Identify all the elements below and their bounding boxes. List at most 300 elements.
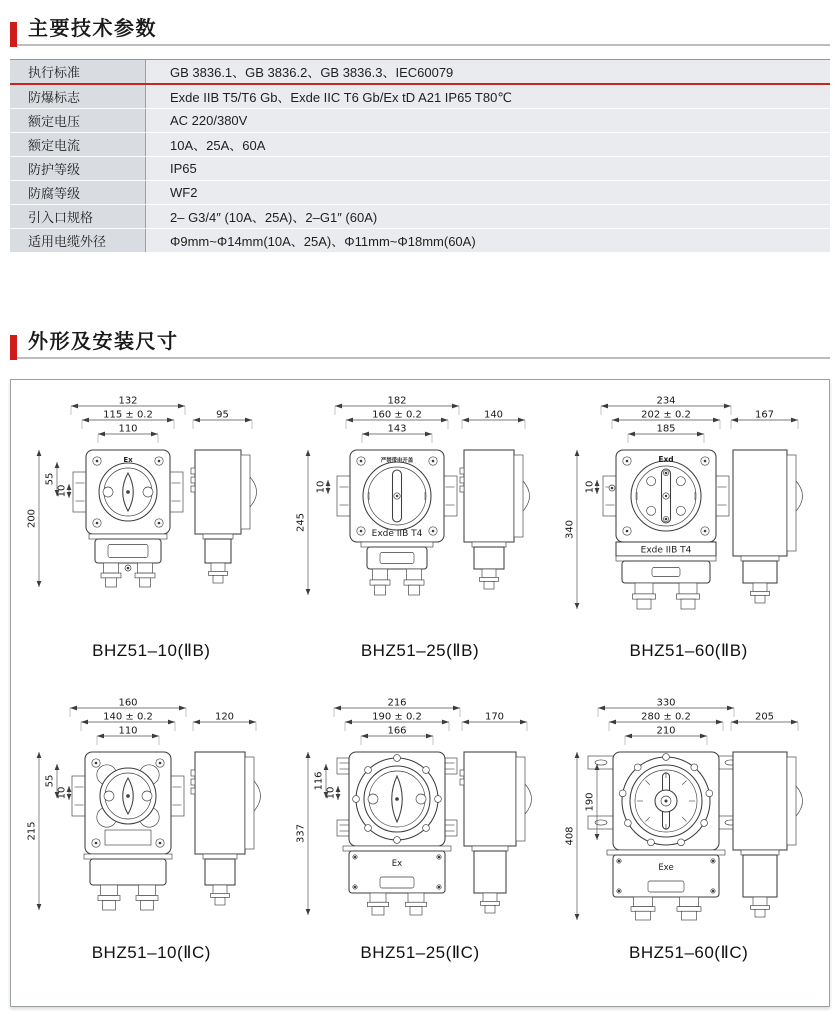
drawing-shape xyxy=(479,577,498,581)
device-top-label: 严禁带电开盖 xyxy=(380,458,414,464)
drawing-shape xyxy=(306,909,311,915)
drawing-shape xyxy=(588,756,614,769)
spec-label: 防爆标志 xyxy=(10,84,146,109)
dim-label: 10 xyxy=(584,480,596,494)
drawing-shape xyxy=(711,860,714,863)
drawing-shape xyxy=(610,487,613,490)
drawing-shape xyxy=(55,764,60,770)
dim-label: 210 xyxy=(656,725,676,737)
drawing-shape xyxy=(170,776,184,816)
drawing-shape xyxy=(395,797,399,801)
drawing-shape xyxy=(254,781,261,811)
red-accent-bar xyxy=(10,22,17,47)
dim-label: 110 xyxy=(118,725,138,737)
drawing-shape xyxy=(743,855,777,897)
drawing-shape xyxy=(525,784,532,814)
drawing-shape xyxy=(90,859,166,885)
figure-drawing-svg xyxy=(25,396,277,632)
device-top-label: Ex xyxy=(123,456,133,464)
figure-drawing-svg xyxy=(25,698,277,934)
drawing-shape xyxy=(104,563,119,573)
drawing-shape xyxy=(306,589,311,595)
figure-bhz51-25-iic xyxy=(286,698,555,1000)
drawing-shape xyxy=(460,486,464,492)
section-header-dimensions xyxy=(10,325,830,359)
drawing-shape xyxy=(193,418,200,423)
drawing-shape xyxy=(135,573,155,578)
spec-label: 引入口规格 xyxy=(10,205,146,229)
drawing-shape xyxy=(215,897,225,905)
drawing-shape xyxy=(711,890,714,893)
drawing-shape xyxy=(193,720,200,725)
figure-drawing xyxy=(295,698,531,915)
drawing-shape xyxy=(55,462,60,468)
figure-drawing xyxy=(564,698,802,920)
drawing-shape xyxy=(716,720,723,725)
drawing-shape xyxy=(191,779,195,785)
drawing-shape xyxy=(713,418,720,423)
drawing-shape xyxy=(574,914,579,920)
drawing-shape xyxy=(453,706,460,711)
drawing-shape xyxy=(755,909,765,917)
drawing-shape xyxy=(213,575,223,583)
drawing-shape xyxy=(167,418,174,423)
drawing-shape xyxy=(750,905,769,909)
dim-label: 245 xyxy=(295,512,307,533)
drawing-shape xyxy=(360,530,363,533)
drawing-shape xyxy=(796,786,803,816)
drawing-shape xyxy=(394,755,401,762)
drawing-shape xyxy=(152,734,159,739)
drawing-shape xyxy=(796,481,803,511)
drawing-shape xyxy=(520,720,527,725)
spec-label: 额定电流 xyxy=(10,133,146,157)
drawing-shape xyxy=(205,539,231,563)
figure-bhz51-60-iib xyxy=(554,396,823,698)
drawing-shape xyxy=(441,418,448,423)
figure-caption: BHZ51–25(ⅡB) xyxy=(360,641,480,660)
drawing-shape xyxy=(462,418,469,423)
drawing-shape xyxy=(334,706,341,711)
drawing-shape xyxy=(367,902,388,906)
dim-label: 95 xyxy=(216,409,230,421)
drawing-shape xyxy=(37,752,42,758)
drawing-shape xyxy=(681,599,695,609)
spec-table xyxy=(10,59,830,253)
dim-label: 185 xyxy=(656,423,676,435)
spec-row xyxy=(10,181,830,205)
drawing-shape xyxy=(480,901,499,905)
drawing-shape xyxy=(37,450,42,456)
drawing-shape xyxy=(168,720,175,725)
drawing-shape xyxy=(743,561,777,583)
device-box-label: Exe xyxy=(657,863,674,873)
dim-label: 190 ± 0.2 xyxy=(372,711,422,723)
drawing-shape xyxy=(438,886,441,889)
drawing-shape xyxy=(727,706,734,711)
drawing-shape xyxy=(306,752,311,758)
drawing-shape xyxy=(791,720,798,725)
figure-caption: BHZ51–60(ⅡB) xyxy=(629,641,748,660)
drawing-shape xyxy=(241,455,250,529)
drawing-shape xyxy=(367,547,427,569)
drawing-shape xyxy=(616,556,716,561)
drawing-shape xyxy=(139,885,156,896)
drawing-shape xyxy=(622,561,710,583)
drawing-shape xyxy=(103,901,116,911)
dim-label: 10 xyxy=(325,786,337,800)
drawing-shape xyxy=(396,495,398,497)
figure-caption: BHZ51–60(ⅡC) xyxy=(629,943,749,962)
drawing-shape xyxy=(354,856,357,859)
figure-bhz51-10-iic xyxy=(17,698,286,1000)
drawing-shape xyxy=(191,770,195,776)
drawing-shape xyxy=(101,573,121,578)
drawing-shape xyxy=(482,569,496,577)
dim-label: 166 xyxy=(387,725,407,737)
drawing-shape xyxy=(372,907,384,915)
drawing-shape xyxy=(753,583,767,591)
drawing-shape xyxy=(460,770,464,776)
dim-label: 110 xyxy=(118,423,138,435)
drawing-shape xyxy=(676,594,699,599)
dim-label: 190 xyxy=(584,792,596,812)
drawing-shape xyxy=(474,547,504,569)
drawing-shape xyxy=(609,720,616,725)
spec-value: AC 220/380V xyxy=(146,109,831,133)
drawing-shape xyxy=(625,734,632,739)
dim-label: 234 xyxy=(656,396,676,407)
drawing-shape xyxy=(574,450,579,456)
drawing-shape xyxy=(140,578,151,587)
drawing-shape xyxy=(81,720,88,725)
drawing-shape xyxy=(37,904,42,910)
drawing-shape xyxy=(361,734,368,739)
drawing-shape xyxy=(73,472,87,512)
dim-label: 216 xyxy=(387,698,407,709)
dim-label: 160 xyxy=(118,698,138,709)
dim-label: 280 ± 0.2 xyxy=(640,711,691,723)
drawing-shape xyxy=(472,846,508,851)
dim-label: 116 xyxy=(313,771,325,791)
drawing-shape xyxy=(617,860,620,863)
drawing-shape xyxy=(731,418,738,423)
dim-label: 140 ± 0.2 xyxy=(103,711,154,723)
figure-drawing xyxy=(295,396,529,595)
drawing-shape xyxy=(625,530,628,533)
device-box-label: Ex xyxy=(391,859,403,869)
drawing-shape xyxy=(637,599,651,609)
spec-value: Exde IIB T5/T6 Gb、Exde IIC T6 Gb/Ex tD A21 IP65 T80℃ xyxy=(146,84,831,109)
drawing-shape xyxy=(733,752,787,850)
drawing-shape xyxy=(127,794,131,798)
drawing-shape xyxy=(335,404,342,409)
spec-label: 执行标准 xyxy=(10,60,146,85)
drawing-shape xyxy=(103,487,113,497)
drawing-shape xyxy=(159,762,162,765)
drawing-shape xyxy=(791,418,798,423)
drawing-shape xyxy=(106,578,117,587)
drawing-shape xyxy=(647,839,654,846)
drawing-shape xyxy=(731,720,738,725)
drawing-shape xyxy=(324,764,329,770)
figure-caption: BHZ51–25(ⅡC) xyxy=(360,943,480,962)
drawing-shape xyxy=(753,897,767,905)
drawing-shape xyxy=(169,472,183,512)
drawing-shape xyxy=(158,522,161,525)
section-title-dimensions: 外形及安装尺寸 xyxy=(28,331,179,353)
drawing-shape xyxy=(679,897,698,907)
drawing-shape xyxy=(423,825,430,832)
drawing-shape xyxy=(443,476,457,516)
drawing-shape xyxy=(249,720,256,725)
drawing-shape xyxy=(700,734,707,739)
spec-value: GB 3836.1、GB 3836.2、GB 3836.3、IEC60079 xyxy=(146,60,831,85)
drawing-shape xyxy=(703,460,706,463)
drawings-panel xyxy=(10,379,830,1007)
dim-label: 182 xyxy=(387,396,407,407)
drawing-shape xyxy=(700,820,707,827)
drawing-shape xyxy=(97,734,104,739)
dim-label: 10 xyxy=(315,480,327,494)
dim-label: 170 xyxy=(484,711,505,723)
dim-label: 160 ± 0.2 xyxy=(372,409,422,421)
drawing-shape xyxy=(82,418,89,423)
dim-label: 132 xyxy=(118,396,138,407)
dim-label: 55 xyxy=(44,774,56,788)
drawing-shape xyxy=(664,800,667,803)
spec-value: IP65 xyxy=(146,157,831,181)
drawing-shape xyxy=(603,476,617,516)
drawing-shape xyxy=(127,567,130,570)
drawing-shape xyxy=(354,886,357,889)
drawing-shape xyxy=(195,752,245,854)
drawing-shape xyxy=(438,856,441,859)
drawing-shape xyxy=(349,851,445,893)
drawing-shape xyxy=(741,850,779,855)
drawing-shape xyxy=(345,720,352,725)
dim-label: 205 xyxy=(754,711,774,723)
drawing-shape xyxy=(625,460,628,463)
drawing-shape xyxy=(631,907,655,912)
dim-label: 120 xyxy=(215,711,235,723)
drawing-shape xyxy=(142,791,152,801)
drawing-shape xyxy=(677,907,701,912)
dim-label: 10 xyxy=(56,484,68,498)
drawing-shape xyxy=(405,902,426,906)
drawing-shape xyxy=(404,580,424,585)
drawing-shape xyxy=(664,518,667,521)
drawing-shape xyxy=(245,757,254,849)
drawing-shape xyxy=(89,534,167,539)
drawing-shape xyxy=(70,706,77,711)
drawing-shape xyxy=(368,794,378,804)
drawing-shape xyxy=(460,779,464,785)
spec-value: WF2 xyxy=(146,181,831,205)
dim-label: 202 ± 0.2 xyxy=(640,409,691,421)
drawing-shape xyxy=(787,757,796,845)
figure-bhz51-10-iib xyxy=(17,396,286,698)
spec-value: Φ9mm~Φ14mm(10A、25A)、Φ11mm~Φ18mm(60A) xyxy=(146,229,831,253)
drawing-shape xyxy=(72,776,86,816)
spec-label: 防护等级 xyxy=(10,157,146,181)
drawing-shape xyxy=(594,834,599,840)
dim-label: 167 xyxy=(754,409,774,421)
drawing-shape xyxy=(697,432,704,437)
drawing-shape xyxy=(151,432,158,437)
drawing-shape xyxy=(205,859,235,885)
section-title-params: 主要技术参数 xyxy=(28,18,157,40)
figure-drawing xyxy=(27,698,261,910)
drawing-shape xyxy=(127,490,131,494)
drawing-shape xyxy=(633,897,652,907)
drawing-shape xyxy=(460,477,464,483)
drawing-shape xyxy=(681,911,696,920)
drawing-shape xyxy=(213,885,227,893)
drawing-shape xyxy=(462,720,469,725)
drawing-shape xyxy=(203,534,233,539)
drawing-shape xyxy=(370,580,390,585)
spec-row xyxy=(10,205,830,229)
drawing-shape xyxy=(426,734,433,739)
drawing-shape xyxy=(741,556,779,561)
drawing-shape xyxy=(96,460,99,463)
drawing-shape xyxy=(138,563,153,573)
dim-label: 143 xyxy=(387,423,407,435)
drawing-shape xyxy=(136,896,158,901)
drawing-shape xyxy=(362,432,369,437)
drawing-shape xyxy=(679,583,697,594)
figure-drawing-svg xyxy=(294,698,546,934)
drawing-shape xyxy=(98,432,105,437)
drawing-shape xyxy=(245,418,252,423)
drawing-shape xyxy=(84,854,172,859)
figure-bhz51-60-iic xyxy=(554,698,823,1000)
dim-label: 140 xyxy=(483,409,504,421)
red-accent-bar xyxy=(10,335,17,360)
dim-label: 337 xyxy=(295,823,307,844)
drawing-shape xyxy=(703,530,706,533)
drawing-shape xyxy=(98,896,120,901)
drawing-shape xyxy=(211,893,230,897)
drawing-shape xyxy=(141,901,154,911)
drawing-shape xyxy=(601,404,608,409)
drawing-shape xyxy=(346,418,353,423)
drawing-shape xyxy=(632,594,655,599)
drawing-shape xyxy=(95,762,98,765)
dim-label: 10 xyxy=(56,786,68,800)
drawing-shape xyxy=(423,767,430,774)
device-bottom-label: Exde IIB T4 xyxy=(371,529,423,539)
drawing-shape xyxy=(662,754,669,761)
drawing-shape xyxy=(370,893,386,902)
drawing-shape xyxy=(635,911,650,920)
drawing-shape xyxy=(523,481,530,511)
drawing-shape xyxy=(677,839,684,846)
spec-label: 防腐等级 xyxy=(10,181,146,205)
drawing-shape xyxy=(755,595,765,603)
spec-value: 2– G3/4″ (10A、25A)、2–G1″ (60A) xyxy=(146,205,831,229)
drawing-shape xyxy=(365,767,372,774)
drawing-shape xyxy=(715,476,729,516)
drawing-shape xyxy=(179,706,186,711)
drawing-shape xyxy=(250,477,257,507)
spec-row xyxy=(10,84,830,109)
drawing-shape xyxy=(410,907,422,915)
drawing-shape xyxy=(195,450,241,534)
drawing-shape xyxy=(574,752,579,758)
drawing-shape xyxy=(464,450,514,542)
drawing-shape xyxy=(664,472,667,475)
drawing-shape xyxy=(484,581,494,589)
figure-drawing xyxy=(27,396,257,587)
drawing-shape xyxy=(619,790,626,797)
spec-row xyxy=(10,229,830,253)
device-bottom-label: Exde IIB T4 xyxy=(640,545,692,556)
drawing-shape xyxy=(191,486,195,492)
drawing-shape xyxy=(143,487,153,497)
dim-label: 55 xyxy=(44,472,56,486)
drawing-shape xyxy=(37,581,42,587)
drawing-shape xyxy=(158,460,161,463)
drawing-shape xyxy=(613,855,719,897)
drawing-shape xyxy=(432,530,435,533)
drawing-shape xyxy=(374,585,385,595)
drawing-shape xyxy=(343,846,451,851)
drawing-shape xyxy=(191,468,195,474)
drawing-shape xyxy=(432,460,435,463)
drawing-shape xyxy=(191,788,195,794)
dim-label: 115 ± 0.2 xyxy=(103,409,154,421)
drawing-shape xyxy=(516,757,525,841)
drawing-shape xyxy=(472,542,506,547)
drawing-shape xyxy=(394,837,401,844)
drawing-shape xyxy=(664,495,666,497)
figure-caption: BHZ51–10(ⅡB) xyxy=(92,641,211,660)
drawing-shape xyxy=(612,418,619,423)
drawing-shape xyxy=(706,790,713,797)
drawing-shape xyxy=(96,522,99,525)
drawing-shape xyxy=(518,418,525,423)
drawing-shape xyxy=(104,791,114,801)
figure-drawing-svg xyxy=(563,396,815,632)
drawing-shape xyxy=(634,764,641,771)
drawing-shape xyxy=(337,476,351,516)
section-header-params xyxy=(10,12,830,46)
drawing-shape xyxy=(365,825,372,832)
drawing-shape xyxy=(425,432,432,437)
drawing-shape xyxy=(361,542,433,547)
drawing-shape xyxy=(408,585,419,595)
drawing-shape xyxy=(159,842,162,845)
dim-label: 408 xyxy=(564,826,576,846)
figure-drawing-svg xyxy=(294,396,546,632)
drawing-shape xyxy=(95,539,161,563)
figure-bhz51-25-iib xyxy=(286,396,555,698)
drawing-shape xyxy=(435,796,442,803)
drawing-shape xyxy=(406,569,421,580)
drawing-shape xyxy=(733,450,787,556)
figure-drawing xyxy=(564,396,802,609)
drawing-shape xyxy=(514,455,523,537)
drawing-shape xyxy=(574,603,579,609)
drawing-shape xyxy=(787,455,796,551)
device-top-label: Exd xyxy=(657,455,674,464)
drawing-shape xyxy=(691,764,698,771)
drawing-shape xyxy=(474,851,506,893)
drawing-shape xyxy=(452,404,459,409)
drawing-shape xyxy=(598,706,605,711)
